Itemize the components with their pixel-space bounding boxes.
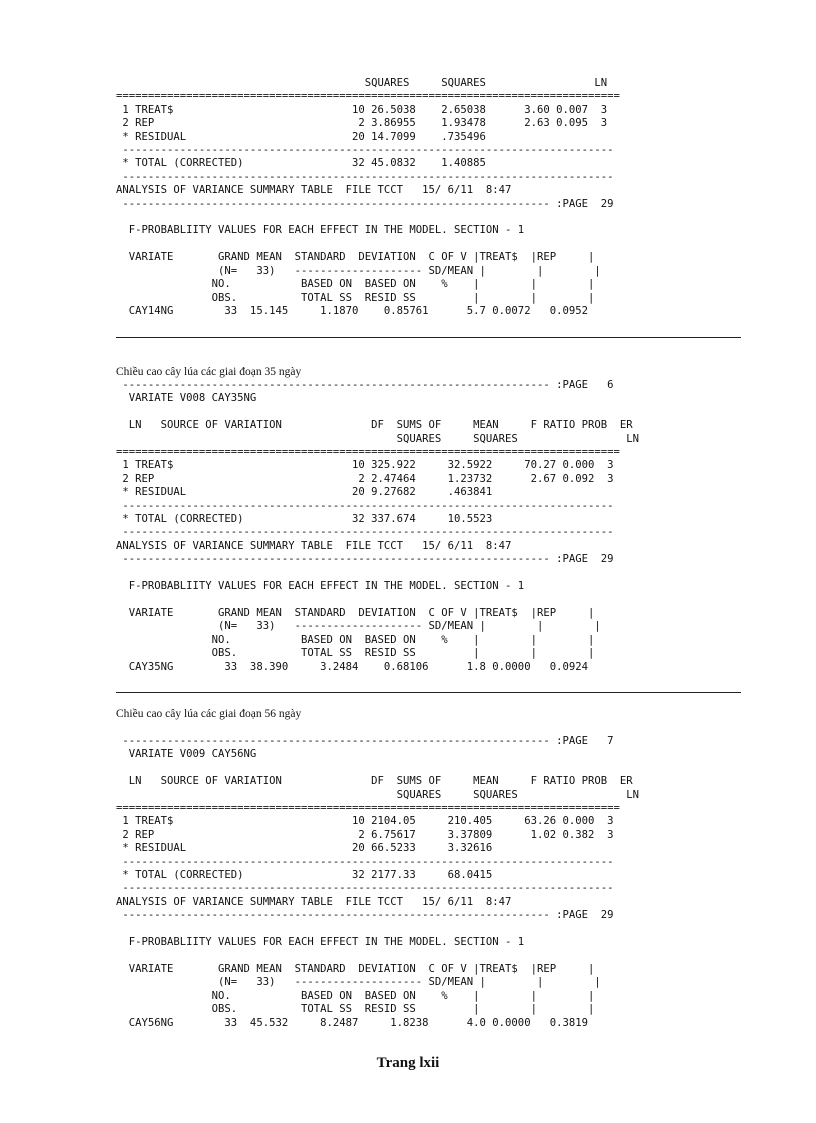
output-line: * TOTAL (CORRECTED) 32 45.0832 1.40885 <box>116 157 486 170</box>
output-line: F-PROBABLIITY VALUES FOR EACH EFFECT IN THE MODEL. SECTION - 1 <box>116 224 525 237</box>
output-line: CAY56NG 33 45.532 8.2487 1.8238 4.0 0.0000 0.3819 <box>116 1016 588 1029</box>
output-line: (N= 33) -------------------- SD/MEAN | | | <box>116 264 601 277</box>
section-caption-35-days: Chiều cao cây lúa các giai đoạn 35 ngày <box>116 366 302 378</box>
output-line: OBS. TOTAL SS RESID SS | | | <box>116 291 595 304</box>
section-divider <box>116 337 741 338</box>
output-line: LN SOURCE OF VARIATION DF SUMS OF MEAN F RATIO PROB ER <box>116 775 633 788</box>
output-line: * TOTAL (CORRECTED) 32 337.674 10.5523 <box>116 513 493 526</box>
output-line: ----------------------------------------------------------------------------- <box>116 170 614 183</box>
output-line: SQUARES SQUARES LN <box>116 432 639 445</box>
output-line: ------------------------------------------------------------------- :PAGE 29 <box>116 909 614 922</box>
output-line: ----------------------------------------------------------------------------- <box>116 855 614 868</box>
output-line: =============================================================================== <box>116 446 620 459</box>
output-line: * RESIDUAL 20 66.5233 3.32616 <box>116 842 493 855</box>
output-line: 1 TREAT$ 10 26.5038 2.65038 3.60 0.007 3 <box>116 103 608 116</box>
output-line: NO. BASED ON BASED ON % | | | <box>116 989 595 1002</box>
output-line: VARIATE GRAND MEAN STANDARD DEVIATION C OF V |TREAT$ |REP | <box>116 962 595 975</box>
output-line: CAY14NG 33 15.145 1.1870 0.85761 5.7 0.0072 0.0952 <box>116 304 588 317</box>
output-line: ANALYSIS OF VARIANCE SUMMARY TABLE FILE TCCT 15/ 6/11 8:47 <box>116 895 512 908</box>
section-caption-56-days: Chiều cao cây lúa các giai đoạn 56 ngày <box>116 708 302 720</box>
output-line: =============================================================================== <box>116 90 620 103</box>
output-line: * RESIDUAL 20 14.7099 .735496 <box>116 130 486 143</box>
output-line: ----------------------------------------------------------------------------- <box>116 144 614 157</box>
output-line: OBS. TOTAL SS RESID SS | | | <box>116 1003 595 1016</box>
output-line: ----------------------------------------------------------------------------- <box>116 882 614 895</box>
output-line: F-PROBABLIITY VALUES FOR EACH EFFECT IN THE MODEL. SECTION - 1 <box>116 936 525 949</box>
output-line: ------------------------------------------------------------------- :PAGE 29 <box>116 197 614 210</box>
output-line: ------------------------------------------------------------------- :PAGE 29 <box>116 553 614 566</box>
anova-output-cay14ng <box>116 77 620 318</box>
output-line: ANALYSIS OF VARIANCE SUMMARY TABLE FILE TCCT 15/ 6/11 8:47 <box>116 184 512 197</box>
output-line: ANALYSIS OF VARIANCE SUMMARY TABLE FILE TCCT 15/ 6/11 8:47 <box>116 539 512 552</box>
output-line: =============================================================================== <box>116 802 620 815</box>
output-line: VARIATE GRAND MEAN STANDARD DEVIATION C OF V |TREAT$ |REP | <box>116 251 595 264</box>
output-line: LN SOURCE OF VARIATION DF SUMS OF MEAN F RATIO PROB ER <box>116 419 633 432</box>
output-line: VARIATE V008 CAY35NG <box>116 392 257 405</box>
output-line: F-PROBABLIITY VALUES FOR EACH EFFECT IN THE MODEL. SECTION - 1 <box>116 580 525 593</box>
page-number: Trang lxii <box>376 1055 440 1071</box>
anova-output-cay56ng <box>116 735 639 1030</box>
output-line: * RESIDUAL 20 9.27682 .463841 <box>116 486 493 499</box>
output-line: (N= 33) -------------------- SD/MEAN | | | <box>116 976 601 989</box>
output-line: OBS. TOTAL SS RESID SS | | | <box>116 647 595 660</box>
output-line: 2 REP 2 2.47464 1.23732 2.67 0.092 3 <box>116 472 614 485</box>
output-line: 1 TREAT$ 10 325.922 32.5922 70.27 0.000 3 <box>116 459 614 472</box>
output-line: NO. BASED ON BASED ON % | | | <box>116 278 595 291</box>
output-line: VARIATE V009 CAY56NG <box>116 748 257 761</box>
output-line: SQUARES SQUARES LN <box>116 77 608 89</box>
output-line: 2 REP 2 6.75617 3.37809 1.02 0.382 3 <box>116 828 614 841</box>
output-line: ------------------------------------------------------------------- :PAGE 6 <box>116 379 614 391</box>
section-divider <box>116 692 741 693</box>
anova-output-cay35ng <box>116 379 639 674</box>
output-line: (N= 33) -------------------- SD/MEAN | | | <box>116 620 601 633</box>
output-line: 1 TREAT$ 10 2104.05 210.405 63.26 0.000 3 <box>116 815 614 828</box>
output-line: * TOTAL (CORRECTED) 32 2177.33 68.0415 <box>116 869 493 882</box>
output-line: CAY35NG 33 38.390 3.2484 0.68106 1.8 0.0000 0.0924 <box>116 660 588 673</box>
output-line: VARIATE GRAND MEAN STANDARD DEVIATION C OF V |TREAT$ |REP | <box>116 606 595 619</box>
output-line: SQUARES SQUARES LN <box>116 788 639 801</box>
output-line: 2 REP 2 3.86955 1.93478 2.63 0.095 3 <box>116 117 608 130</box>
output-line: ----------------------------------------------------------------------------- <box>116 526 614 539</box>
output-line: ------------------------------------------------------------------- :PAGE 7 <box>116 735 614 747</box>
output-line: NO. BASED ON BASED ON % | | | <box>116 633 595 646</box>
output-line: ----------------------------------------------------------------------------- <box>116 499 614 512</box>
